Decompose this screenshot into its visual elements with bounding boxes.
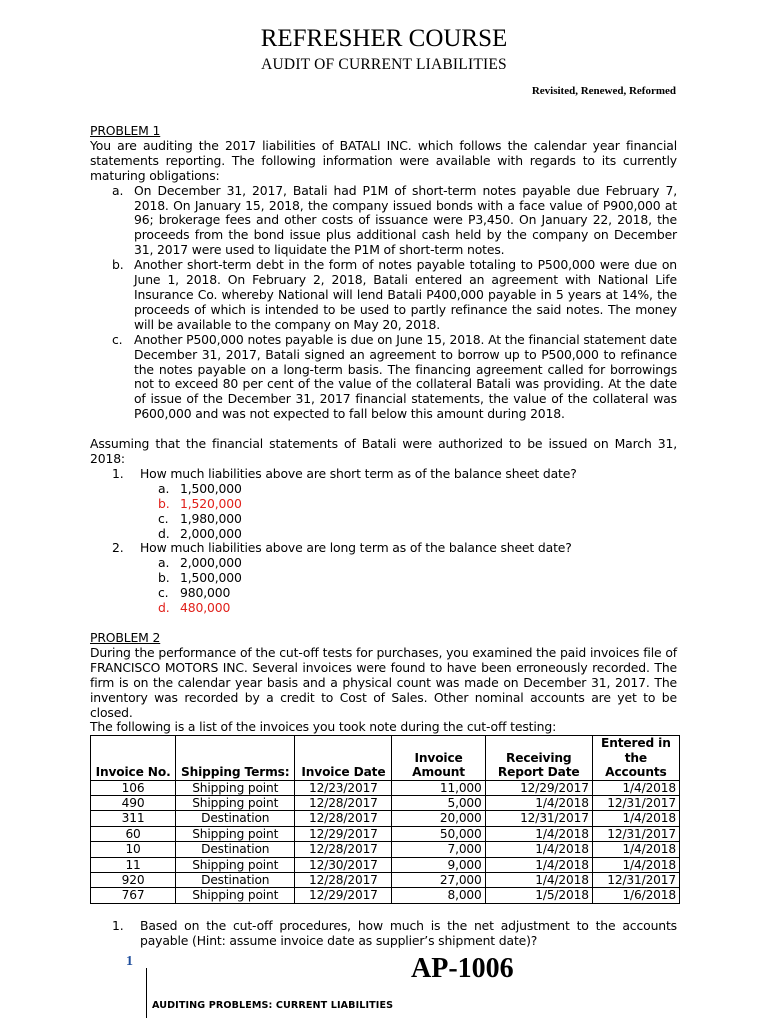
cell-invoice-amount: 27,000 bbox=[392, 873, 485, 888]
column-header: Receiving Report Date bbox=[485, 736, 592, 780]
spacer bbox=[90, 422, 677, 437]
cell-entered-date: 1/4/2018 bbox=[592, 780, 679, 795]
cell-receiving-date: 1/5/2018 bbox=[485, 888, 592, 903]
item-label: a. bbox=[112, 182, 124, 198]
cell-entered-date: 12/31/2017 bbox=[592, 873, 679, 888]
footer-code: AP-1006 bbox=[411, 953, 514, 984]
footer-label: AUDITING PROBLEMS: CURRENT LIABILITIES bbox=[152, 1000, 394, 1011]
invoice-table-body bbox=[91, 780, 680, 903]
cell-invoice-amount: 20,000 bbox=[392, 811, 485, 826]
option bbox=[90, 556, 677, 571]
problem1-item bbox=[90, 258, 677, 333]
page-number: 1 bbox=[126, 954, 133, 969]
item-label: b. bbox=[112, 257, 124, 273]
column-header: Invoice Amount bbox=[392, 736, 485, 780]
option-text: 2,000,000 bbox=[180, 555, 242, 571]
cell-invoice-date: 12/28/2017 bbox=[295, 873, 392, 888]
option-text: 1,980,000 bbox=[180, 510, 242, 526]
problem2-table-intro: The following is a list of the invoices you took note during the cut-off testing: bbox=[90, 719, 557, 735]
question bbox=[90, 541, 677, 556]
option-text: 480,000 bbox=[180, 600, 231, 616]
document-tagline: Revisited, Renewed, Reformed bbox=[531, 85, 676, 97]
column-header: Invoice Date bbox=[295, 736, 392, 780]
question-label: 1. bbox=[112, 917, 124, 933]
table-row bbox=[91, 826, 680, 841]
option-label: c. bbox=[158, 510, 169, 526]
option-label: d. bbox=[158, 525, 170, 541]
option bbox=[90, 571, 677, 586]
cell-receiving-date: 12/31/2017 bbox=[485, 811, 592, 826]
cell-invoice-no: 10 bbox=[91, 842, 176, 857]
invoice-table bbox=[90, 735, 680, 903]
cell-shipping-terms: Destination bbox=[176, 873, 295, 888]
cell-invoice-date: 12/29/2017 bbox=[295, 826, 392, 841]
cell-entered-date: 1/6/2018 bbox=[592, 888, 679, 903]
cell-shipping-terms: Shipping point bbox=[176, 795, 295, 810]
problem2-intro: During the performance of the cut-off tests for purchases, you examined the paid invoices file of FRANCISCO MOTORS INC. Several invoices were found to have been erroneously recorded. The firm is on the calendar year basis and a physical count was made on December 31, 2017. The inventory was recorded by a credit to Cost of Sales. Other nominal accounts are yet to be closed. bbox=[90, 644, 677, 720]
problem1-heading: PROBLEM 1 bbox=[90, 123, 161, 138]
cell-invoice-no: 106 bbox=[91, 780, 176, 795]
cell-shipping-terms: Shipping point bbox=[176, 826, 295, 841]
option-label: d. bbox=[158, 600, 170, 616]
cell-receiving-date: 1/4/2018 bbox=[485, 873, 592, 888]
option bbox=[90, 482, 677, 497]
cell-entered-date: 1/4/2018 bbox=[592, 857, 679, 872]
cell-invoice-amount: 9,000 bbox=[392, 857, 485, 872]
cell-receiving-date: 1/4/2018 bbox=[485, 826, 592, 841]
option-label: a. bbox=[158, 480, 170, 496]
cell-invoice-date: 12/23/2017 bbox=[295, 780, 392, 795]
cell-entered-date: 12/31/2017 bbox=[592, 826, 679, 841]
cell-invoice-amount: 8,000 bbox=[392, 888, 485, 903]
problem1-item bbox=[90, 333, 677, 422]
problem1-items bbox=[90, 184, 677, 423]
option-text: 2,000,000 bbox=[180, 525, 242, 541]
cell-invoice-date: 12/28/2017 bbox=[295, 811, 392, 826]
table-row bbox=[91, 795, 680, 810]
cell-invoice-date: 12/29/2017 bbox=[295, 888, 392, 903]
question-text: Based on the cut-off procedures, how much is the net adjustment to the accounts payable (Hint: assume invoice date as supplier’s shipment date)? bbox=[140, 917, 677, 948]
document-body bbox=[90, 124, 677, 949]
problem1-item bbox=[90, 184, 677, 259]
table-row bbox=[91, 811, 680, 826]
question-label: 2. bbox=[112, 540, 124, 556]
cell-shipping-terms: Destination bbox=[176, 842, 295, 857]
question-text: How much liabilities above are long term as of the balance sheet date? bbox=[140, 540, 572, 556]
option-label: b. bbox=[158, 495, 170, 511]
table-row bbox=[91, 842, 680, 857]
table-row bbox=[91, 857, 680, 872]
cell-invoice-date: 12/28/2017 bbox=[295, 795, 392, 810]
column-header: Entered in the Accounts bbox=[592, 736, 679, 780]
question-label: 1. bbox=[112, 465, 124, 481]
column-header: Invoice No. bbox=[91, 736, 176, 780]
cell-entered-date: 1/4/2018 bbox=[592, 842, 679, 857]
cell-invoice-amount: 7,000 bbox=[392, 842, 485, 857]
table-row bbox=[91, 780, 680, 795]
option-label: b. bbox=[158, 570, 170, 586]
cell-shipping-terms: Shipping point bbox=[176, 888, 295, 903]
cell-invoice-no: 60 bbox=[91, 826, 176, 841]
cell-invoice-no: 767 bbox=[91, 888, 176, 903]
cell-entered-date: 12/31/2017 bbox=[592, 795, 679, 810]
cell-receiving-date: 1/4/2018 bbox=[485, 857, 592, 872]
option-label: c. bbox=[158, 585, 169, 601]
problem1-intro: You are auditing the 2017 liabilities of BATALI INC. which follows the calendar year financial statements reporting. The following information were available with regards to its currently maturing obligations: bbox=[90, 137, 677, 183]
cell-invoice-amount: 50,000 bbox=[392, 826, 485, 841]
question-text: How much liabilities above are short term as of the balance sheet date? bbox=[140, 465, 577, 481]
cell-invoice-no: 490 bbox=[91, 795, 176, 810]
item-text: On December 31, 2017, Batali had P1M of short-term notes payable due February 7, 2018. On January 15, 2018, the company issued bonds with a face value of P900,000 at 96; brokerage fees and other costs of issuance were P3,450. On January 22, 2018, the proceeds from the bond issue plus additional cash held by the company on December 31, 2017 were used to liquidate the P1M of short-term notes. bbox=[134, 182, 677, 258]
document-title: REFRESHER COURSE bbox=[260, 25, 508, 52]
cell-shipping-terms: Destination bbox=[176, 811, 295, 826]
option-text: 1,520,000 bbox=[180, 495, 242, 511]
option-answer bbox=[90, 497, 677, 512]
option-text: 1,500,000 bbox=[180, 480, 242, 496]
problem1-assumption: Assuming that the financial statements of Batali were authorized to be issued on March 31, 2018: bbox=[90, 436, 677, 467]
item-text: Another P500,000 notes payable is due on June 15, 2018. At the financial statement date December 31, 2017, Batali signed an agreement to borrow up to P500,000 to refinance the notes payable on a long-term basis. The financing agreement called for borrowings not to exceed 80 per cent of the value of the collateral Batali was providing. At the date of issue of the December 31, 2017 financial statements, the value of the collateral was P600,000 and was not expected to fall below this amount during 2018. bbox=[134, 331, 677, 422]
cell-shipping-terms: Shipping point bbox=[176, 780, 295, 795]
table-header-row bbox=[91, 736, 680, 780]
question bbox=[90, 919, 677, 949]
item-label: c. bbox=[112, 331, 123, 347]
option bbox=[90, 512, 677, 527]
option bbox=[90, 527, 677, 542]
cell-invoice-date: 12/28/2017 bbox=[295, 842, 392, 857]
cell-invoice-amount: 11,000 bbox=[392, 780, 485, 795]
option-text: 1,500,000 bbox=[180, 570, 242, 586]
cell-receiving-date: 1/4/2018 bbox=[485, 795, 592, 810]
cell-invoice-no: 11 bbox=[91, 857, 176, 872]
cell-receiving-date: 1/4/2018 bbox=[485, 842, 592, 857]
cell-receiving-date: 12/29/2017 bbox=[485, 780, 592, 795]
cell-invoice-date: 12/30/2017 bbox=[295, 857, 392, 872]
spacer bbox=[90, 616, 677, 631]
cell-invoice-no: 920 bbox=[91, 873, 176, 888]
column-header: Shipping Terms: bbox=[176, 736, 295, 780]
spacer bbox=[90, 904, 677, 919]
item-text: Another short-term debt in the form of notes payable totaling to P500,000 were due on June 1, 2018. On February 2, 2018, Batali entered an agreement with National Life Insurance Co. whereby National will lend Batali P400,000 payable in 5 years at 14%, the proceeds of which is intended to be used to partly refinance the said notes. The money will be available to the company on May 20, 2018. bbox=[134, 257, 677, 332]
document-subtitle: AUDIT OF CURRENT LIABILITIES bbox=[261, 56, 507, 73]
cell-entered-date: 1/4/2018 bbox=[592, 811, 679, 826]
option-text: 980,000 bbox=[180, 585, 231, 601]
cell-invoice-amount: 5,000 bbox=[392, 795, 485, 810]
table-row bbox=[91, 888, 680, 903]
problem2-heading: PROBLEM 2 bbox=[90, 630, 161, 645]
cell-invoice-no: 311 bbox=[91, 811, 176, 826]
question bbox=[90, 467, 677, 482]
option-label: a. bbox=[158, 555, 170, 571]
table-row bbox=[91, 873, 680, 888]
cell-shipping-terms: Shipping point bbox=[176, 857, 295, 872]
option bbox=[90, 586, 677, 601]
option-answer bbox=[90, 601, 677, 616]
footer-divider bbox=[146, 968, 147, 1018]
